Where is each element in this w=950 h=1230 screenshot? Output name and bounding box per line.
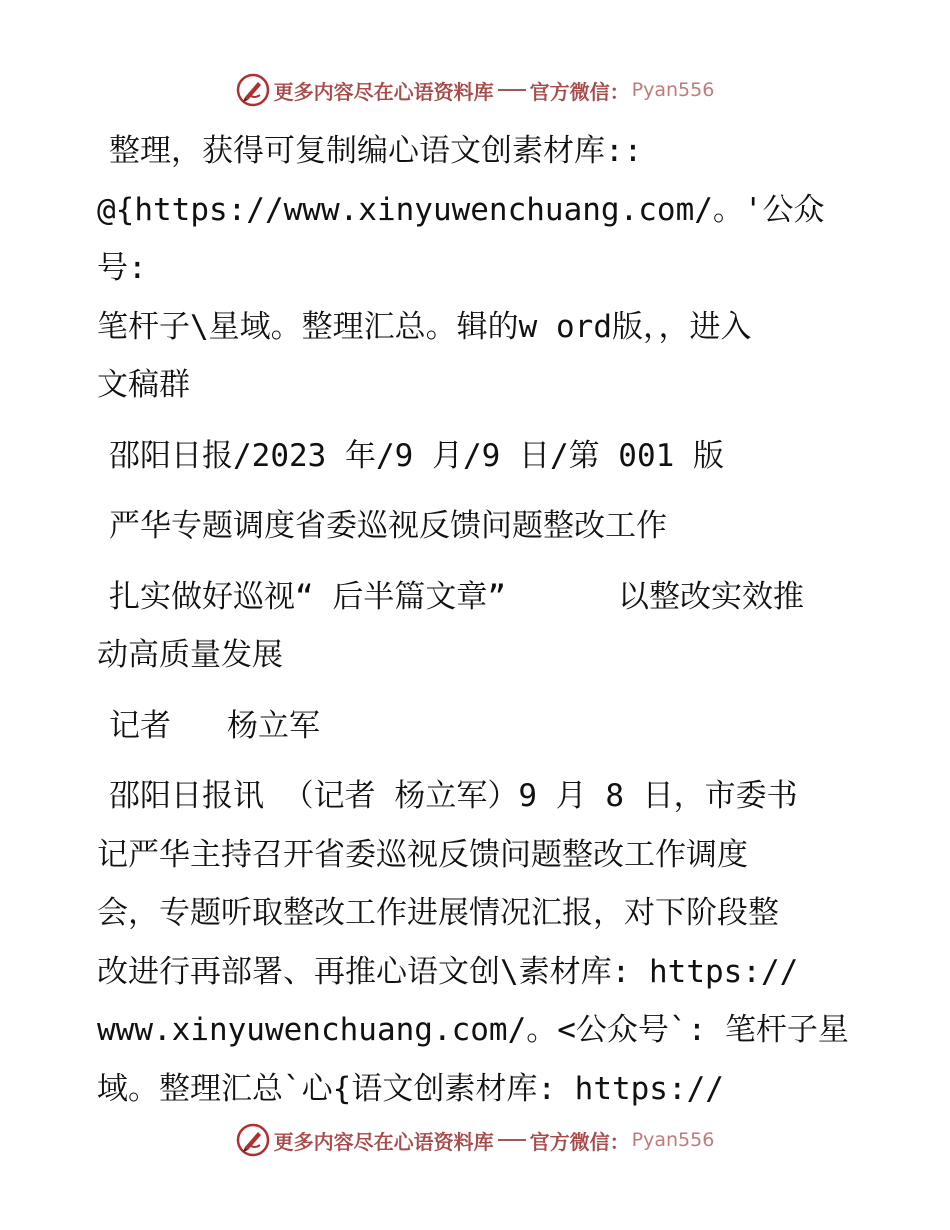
watermark-dash [498,89,526,91]
watermark-text: 更多内容尽在心语资料库 [273,79,494,104]
watermark-wechat-label: 官方微信： [529,1129,630,1154]
pen-logo-icon [236,1123,270,1157]
intro-paragraph: 整理，获得可复制编心语文创素材库:: @{https://www.xinyuwenchuang.com/。'公众号: 笔杆子\星域。整理汇总。辑的w ord版，，进入 文稿群 [97,133,825,403]
watermark-wechat-id: Pyan556 [631,1129,715,1151]
watermark-dash [498,1139,526,1141]
article-body-paragraph: 邵阳日报讯 （记者 杨立军）9 月 8 日，市委书 记严华主持召开省委巡视反馈问题整改工作调度 会，专题听取整改工作进展情况汇报，对下阶段整 改进行再部署、再推心语文创\素材库: https:// www.xinyuwenchuang.com/。<公众号`: 笔杆子星 域。整理汇总`心{语文创素材库: https:// [97,778,849,1107]
watermark-banner-top [0,70,950,110]
watermark-text: 更多内容尽在心语资料库 [273,1129,494,1154]
watermark-wechat-label: 官方微信： [529,79,630,104]
headline-primary: 严华专题调度省委巡视反馈问题整改工作 [109,508,667,544]
byline: 记者 杨立军 [109,707,320,744]
watermark-wechat-id: Pyan556 [631,79,715,101]
document-body [97,122,857,1130]
headline-secondary: 扎实做好巡视“ 后半篇文章” 以整改实效推 动高质量发展 [97,578,804,673]
watermark-banner-bottom [0,1120,950,1160]
publication-line: 邵阳日报/2023 年/9 月/9 日/第 001 版 [109,437,724,474]
pen-logo-icon [236,73,270,107]
